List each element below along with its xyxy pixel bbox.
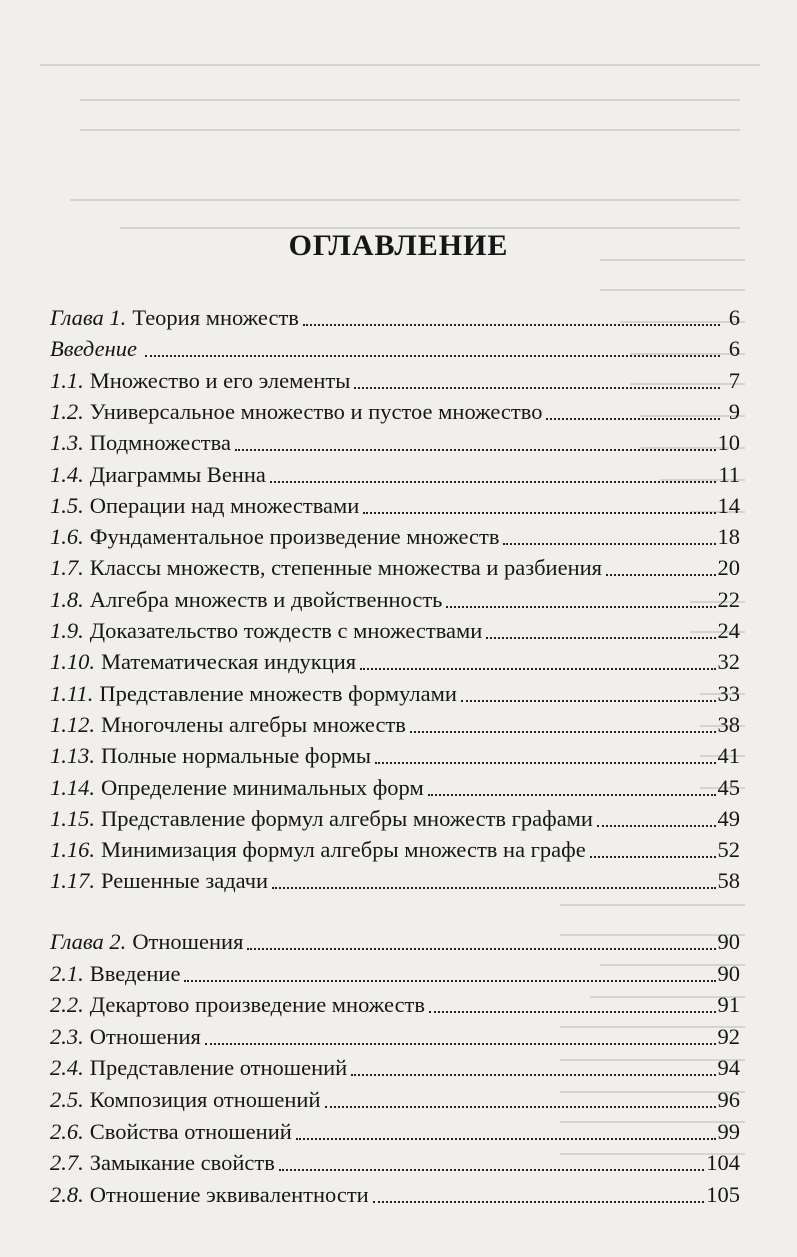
- toc-entry-page: 91: [717, 992, 740, 1018]
- toc-entry-number: 1.2.: [50, 398, 84, 424]
- dot-leader: [375, 740, 715, 764]
- toc-entry[interactable]: [50, 523, 740, 551]
- dot-leader: [272, 865, 715, 889]
- dot-leader: [410, 709, 716, 733]
- toc-entry-page: 22: [717, 586, 740, 612]
- toc-entry-title: Определение минимальных форм: [101, 774, 424, 800]
- toc-entry-page: 104: [706, 1150, 740, 1176]
- toc-entry-title: Подмножества: [89, 430, 231, 456]
- toc-entry[interactable]: [50, 1086, 740, 1114]
- toc-entry-number: 2.3.: [50, 1023, 84, 1049]
- dot-leader: [428, 772, 716, 796]
- toc-entry-title: Алгебра множеств и двойственность: [89, 586, 443, 612]
- toc-entry-number: 2.8.: [50, 1181, 84, 1207]
- toc-entry-page: 49: [717, 805, 740, 831]
- toc-entry[interactable]: [50, 711, 740, 739]
- toc-entry[interactable]: [50, 867, 740, 895]
- toc-entry-number: 1.14.: [50, 774, 95, 800]
- toc-entry-number: Глава 2.: [50, 929, 127, 954]
- toc-entry-title: Представление множеств формулами: [99, 680, 457, 706]
- toc-entry-number: 1.9.: [50, 618, 84, 643]
- toc-entry-title: Декартово произведение множеств: [89, 992, 426, 1018]
- toc-entry[interactable]: [50, 461, 740, 489]
- toc-entry-page: 99: [717, 1118, 740, 1144]
- toc-entry[interactable]: [50, 429, 740, 457]
- dot-leader: [373, 1179, 705, 1203]
- toc-entry-number: 1.17.: [50, 868, 95, 894]
- dot-leader: [247, 926, 715, 950]
- toc-entry[interactable]: [50, 367, 740, 395]
- toc-entry[interactable]: [50, 398, 740, 426]
- toc-entry-page: 94: [717, 1055, 740, 1081]
- dot-leader: [461, 678, 716, 702]
- toc-entry-title: Представление отношений: [89, 1055, 348, 1081]
- toc-entry-page: 52: [717, 837, 740, 863]
- toc-entry-page: 45: [717, 774, 740, 800]
- toc-entry-number: 1.11.: [50, 680, 94, 706]
- toc-entry[interactable]: [50, 554, 740, 582]
- toc-entry-number: 1.4.: [50, 461, 84, 487]
- dot-leader: [303, 302, 720, 326]
- toc-entry-title: Диаграммы Венна: [89, 461, 266, 487]
- toc-entry-number: 1.3.: [50, 430, 84, 456]
- toc-entry-title: Математическая индукция: [101, 649, 357, 675]
- toc-entry-title: Решенные задачи: [101, 868, 269, 894]
- toc-entry[interactable]: [50, 1149, 740, 1177]
- dot-leader: [446, 584, 715, 608]
- toc-entry-number: Глава 1.: [50, 305, 127, 330]
- toc-entry-page: 6: [728, 305, 740, 330]
- dot-leader: [184, 958, 715, 982]
- dot-leader: [279, 1147, 704, 1171]
- toc-entry[interactable]: [50, 774, 740, 802]
- toc-entry-page: 9: [728, 398, 740, 424]
- toc-entry-page: 6: [728, 336, 740, 362]
- dot-leader: [360, 646, 715, 670]
- toc-entry[interactable]: [50, 1054, 740, 1082]
- toc-entry[interactable]: [50, 492, 740, 520]
- toc-entry-title: Минимизация формул алгебры множеств на графе: [101, 837, 586, 863]
- dot-leader: [235, 427, 716, 451]
- toc-entry-title: Доказательство тождеств с множествами: [89, 618, 483, 643]
- toc-entry-title: Представление формул алгебры множеств графами: [101, 805, 593, 831]
- toc-entry-number: 1.16.: [50, 837, 95, 863]
- toc-entry-number: 1.7.: [50, 555, 84, 581]
- toc-entry-number: 1.6.: [50, 524, 84, 550]
- dot-leader: [325, 1084, 716, 1108]
- toc-entry[interactable]: [50, 836, 740, 864]
- toc-entry-title: Операции над множествами: [89, 492, 360, 518]
- toc-entry-title: Фундаментальное произведение множеств: [89, 524, 500, 550]
- dot-leader: [296, 1116, 716, 1140]
- toc-entry[interactable]: [50, 991, 740, 1019]
- toc-entry-page: 96: [717, 1087, 740, 1112]
- toc-entry[interactable]: [50, 1023, 740, 1051]
- dot-leader: [351, 1052, 715, 1076]
- toc-entry-page: 14: [717, 492, 740, 518]
- toc-entry[interactable]: [50, 617, 740, 645]
- toc-entry-title: Свойства отношений: [89, 1118, 292, 1144]
- dot-leader: [546, 396, 720, 420]
- dot-leader: [590, 834, 716, 858]
- toc-entry-title: Универсальное множество и пустое множество: [89, 398, 543, 424]
- toc-entry-number: 1.8.: [50, 586, 84, 612]
- toc-entry-number: 1.10.: [50, 649, 95, 675]
- dot-leader: [205, 1021, 716, 1045]
- toc-entry-title: Отношения: [89, 1023, 201, 1049]
- toc-entry-title: Замыкание свойств: [89, 1150, 275, 1176]
- toc-entry-number: 2.6.: [50, 1118, 84, 1144]
- page-title: ОГЛАВЛЕНИЕ: [288, 229, 509, 262]
- toc-entry-number: 1.5.: [50, 492, 84, 518]
- toc-entry-page: 105: [706, 1181, 740, 1207]
- toc-entry-page: 18: [717, 524, 740, 550]
- toc-entry-title: Отношение эквивалентности: [89, 1181, 369, 1207]
- dot-leader: [363, 490, 715, 514]
- toc-entry[interactable]: [50, 680, 740, 708]
- dot-leader: [270, 459, 716, 483]
- toc-entry[interactable]: [50, 304, 740, 332]
- toc-entry-page: 33: [717, 680, 740, 706]
- toc-entry-number: 1.12.: [50, 711, 95, 737]
- toc-entry-page: 10: [717, 430, 740, 456]
- toc-entry[interactable]: [50, 960, 740, 988]
- toc-entry[interactable]: [50, 805, 740, 833]
- toc-entry-page: 90: [717, 929, 740, 954]
- toc-entry-number: 2.1.: [50, 960, 84, 986]
- toc-entry-page: 41: [717, 743, 740, 769]
- toc-entry-number: 2.7.: [50, 1150, 84, 1176]
- toc-entry-number: 1.13.: [50, 743, 95, 769]
- toc-entry-page: 90: [717, 960, 740, 986]
- toc-entry[interactable]: [50, 335, 740, 363]
- dot-leader: [429, 989, 715, 1013]
- toc-entry-title: Множество и его элементы: [89, 367, 351, 393]
- toc-entry-page: 58: [717, 868, 740, 894]
- toc-entry-title: Классы множеств, степенные множества и разбиения: [89, 555, 603, 581]
- toc-entry-page: 32: [717, 649, 740, 675]
- dot-leader: [354, 365, 720, 389]
- toc-entry-number: Введение: [50, 336, 137, 362]
- toc-entry-page: 24: [717, 618, 740, 643]
- toc-entry-page: 11: [718, 461, 740, 487]
- dot-leader: [597, 803, 716, 827]
- dot-leader: [503, 521, 715, 545]
- toc-entry-number: 1.1.: [50, 367, 84, 393]
- toc-entry-page: 92: [717, 1023, 740, 1049]
- toc-entry[interactable]: [50, 1181, 740, 1209]
- toc-entry[interactable]: [50, 648, 740, 676]
- toc-entry-number: 2.5.: [50, 1087, 84, 1112]
- toc-entry[interactable]: [50, 742, 740, 770]
- toc-entry-title: Введение: [89, 960, 181, 986]
- toc-entry[interactable]: [50, 586, 740, 614]
- toc-entry-title: Теория множеств: [132, 305, 299, 330]
- toc-entry-number: 1.15.: [50, 805, 95, 831]
- toc-entry-title: Многочлены алгебры множеств: [101, 711, 406, 737]
- dot-leader: [606, 552, 715, 576]
- toc-entry-page: 20: [717, 555, 740, 581]
- toc-entry-page: 7: [728, 367, 740, 393]
- toc-entry[interactable]: [50, 1118, 740, 1146]
- toc-entry[interactable]: [50, 928, 740, 956]
- dot-leader: [486, 615, 715, 639]
- dot-leader: [145, 333, 720, 357]
- toc-entry-title: Композиция отношений: [89, 1087, 321, 1112]
- toc-entry-number: 2.2.: [50, 992, 84, 1018]
- toc-entry-page: 38: [717, 711, 740, 737]
- toc-entry-title: Отношения: [132, 929, 244, 954]
- toc-entry-title: Полные нормальные формы: [101, 743, 372, 769]
- toc-entry-number: 2.4.: [50, 1055, 84, 1081]
